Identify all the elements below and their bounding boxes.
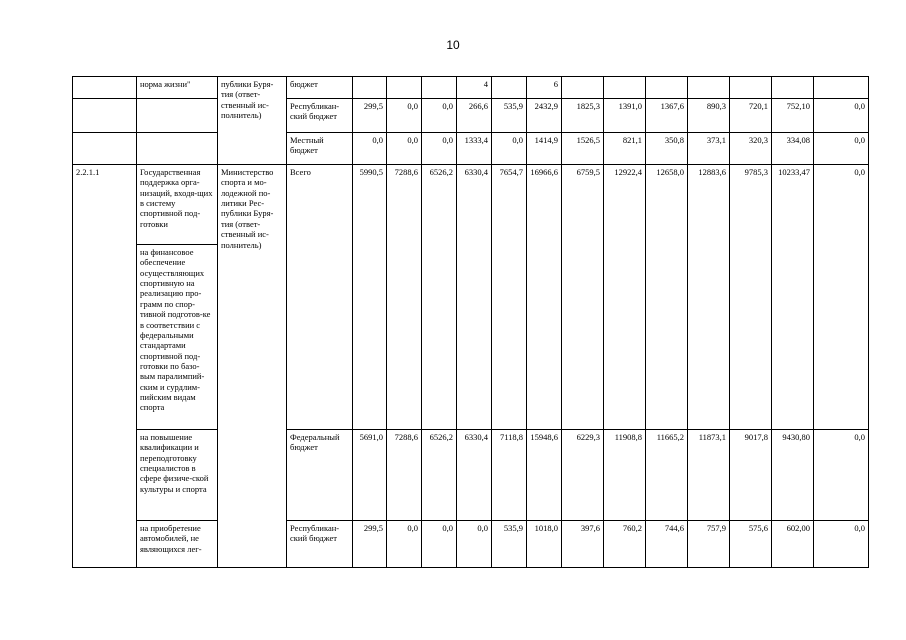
table-row — [73, 77, 869, 99]
value-cell — [814, 77, 869, 99]
value-cell: 0,0 — [387, 521, 422, 568]
value-cell — [562, 77, 604, 99]
value-cell: 0,0 — [422, 99, 457, 133]
value-cell: 350,8 — [646, 133, 688, 165]
value-cell — [772, 77, 814, 99]
value-cell: 821,1 — [604, 133, 646, 165]
value-cell — [387, 77, 422, 99]
code-cell: 2.2.1.1 — [73, 165, 137, 568]
table-row — [73, 99, 869, 133]
value-cell: 0,0 — [387, 133, 422, 165]
activity-cell: Государственная поддержка орга-низаций, входя-щих в систему спортивной под-готовки — [137, 165, 218, 245]
table-row — [73, 521, 869, 568]
table-row — [73, 165, 869, 245]
value-cell: 6229,3 — [562, 430, 604, 521]
value-cell: 6526,2 — [422, 430, 457, 521]
value-cell: 6526,2 — [422, 165, 457, 430]
value-cell: 12658,0 — [646, 165, 688, 430]
table-body — [73, 77, 869, 568]
value-cell: 890,3 — [688, 99, 730, 133]
value-cell: 299,5 — [353, 99, 387, 133]
value-cell: 535,9 — [492, 521, 527, 568]
budget-table — [72, 76, 869, 568]
value-cell: 320,3 — [730, 133, 772, 165]
value-cell: 7654,7 — [492, 165, 527, 430]
value-cell: 266,6 — [457, 99, 492, 133]
value-cell: 11873,1 — [688, 430, 730, 521]
value-cell — [422, 77, 457, 99]
value-cell: 11665,2 — [646, 430, 688, 521]
value-cell: 10233,47 — [772, 165, 814, 430]
value-cell: 1333,4 — [457, 133, 492, 165]
code-cell — [73, 99, 137, 133]
value-cell: 373,1 — [688, 133, 730, 165]
source-cell: бюджет — [287, 77, 353, 99]
value-cell: 9017,8 — [730, 430, 772, 521]
value-cell — [492, 77, 527, 99]
value-cell — [646, 77, 688, 99]
value-cell: 0,0 — [353, 133, 387, 165]
value-cell: 6 — [527, 77, 562, 99]
value-cell: 15948,6 — [527, 430, 562, 521]
value-cell: 744,6 — [646, 521, 688, 568]
activity-cell: на приобретение автомобилей, не являющихся лег- — [137, 521, 218, 568]
value-cell: 7118,8 — [492, 430, 527, 521]
value-cell — [353, 77, 387, 99]
executor-cell: публики Буря-тия (ответ-ственный ис-полнитель) — [218, 77, 287, 165]
value-cell: 0,0 — [814, 165, 869, 430]
value-cell: 9430,80 — [772, 430, 814, 521]
value-cell: 0,0 — [814, 430, 869, 521]
value-cell: 12883,6 — [688, 165, 730, 430]
value-cell: 602,00 — [772, 521, 814, 568]
value-cell: 12922,4 — [604, 165, 646, 430]
value-cell: 4 — [457, 77, 492, 99]
value-cell: 7288,6 — [387, 165, 422, 430]
value-cell: 1391,0 — [604, 99, 646, 133]
value-cell: 1825,3 — [562, 99, 604, 133]
code-cell — [73, 133, 137, 165]
source-cell: Федеральный бюджет — [287, 430, 353, 521]
value-cell: 11908,8 — [604, 430, 646, 521]
table-row — [73, 133, 869, 165]
value-cell: 1367,6 — [646, 99, 688, 133]
value-cell: 0,0 — [814, 99, 869, 133]
value-cell: 6330,4 — [457, 430, 492, 521]
value-cell — [730, 77, 772, 99]
value-cell: 1414,9 — [527, 133, 562, 165]
value-cell: 760,2 — [604, 521, 646, 568]
value-cell: 575,6 — [730, 521, 772, 568]
value-cell: 0,0 — [422, 133, 457, 165]
source-cell: Всего — [287, 165, 353, 430]
value-cell: 0,0 — [457, 521, 492, 568]
activity-cell — [137, 133, 218, 165]
source-cell: Республикан-ский бюджет — [287, 99, 353, 133]
value-cell: 535,9 — [492, 99, 527, 133]
value-cell: 6759,5 — [562, 165, 604, 430]
value-cell: 0,0 — [387, 99, 422, 133]
code-cell — [73, 77, 137, 99]
page-number: 10 — [446, 38, 460, 52]
activity-cell: на финансовое обеспечение осуществляющих спортивную на реализацию про-грамм по спор-тивной подготов-ке в соответствии с федеральными стандартами спортивной под-готовки по базо-вым паралимпий-ским и сурдлим-пийским видам спорта — [137, 245, 218, 430]
table-row — [73, 430, 869, 521]
value-cell — [604, 77, 646, 99]
value-cell: 1526,5 — [562, 133, 604, 165]
value-cell: 0,0 — [492, 133, 527, 165]
executor-cell: Министерство спорта и мо-лодежной по-литики Рес-публики Буря-тия (ответ-ственный ис-полнитель) — [218, 165, 287, 568]
value-cell — [688, 77, 730, 99]
source-cell: Местный бюджет — [287, 133, 353, 165]
value-cell: 334,08 — [772, 133, 814, 165]
activity-cell: норма жизни" — [137, 77, 218, 99]
value-cell: 299,5 — [353, 521, 387, 568]
value-cell: 397,6 — [562, 521, 604, 568]
value-cell: 5990,5 — [353, 165, 387, 430]
value-cell: 2432,9 — [527, 99, 562, 133]
value-cell: 16966,6 — [527, 165, 562, 430]
value-cell: 752,10 — [772, 99, 814, 133]
value-cell: 1018,0 — [527, 521, 562, 568]
source-cell: Республикан-ский бюджет — [287, 521, 353, 568]
value-cell: 6330,4 — [457, 165, 492, 430]
value-cell: 5691,0 — [353, 430, 387, 521]
value-cell: 0,0 — [422, 521, 457, 568]
activity-cell — [137, 99, 218, 133]
value-cell: 757,9 — [688, 521, 730, 568]
value-cell: 0,0 — [814, 521, 869, 568]
activity-cell: на повышение квалификации и переподготовку специалистов в сфере физиче-ской культуры и спорта — [137, 430, 218, 521]
value-cell: 9785,3 — [730, 165, 772, 430]
value-cell: 7288,6 — [387, 430, 422, 521]
value-cell: 0,0 — [814, 133, 869, 165]
value-cell: 720,1 — [730, 99, 772, 133]
